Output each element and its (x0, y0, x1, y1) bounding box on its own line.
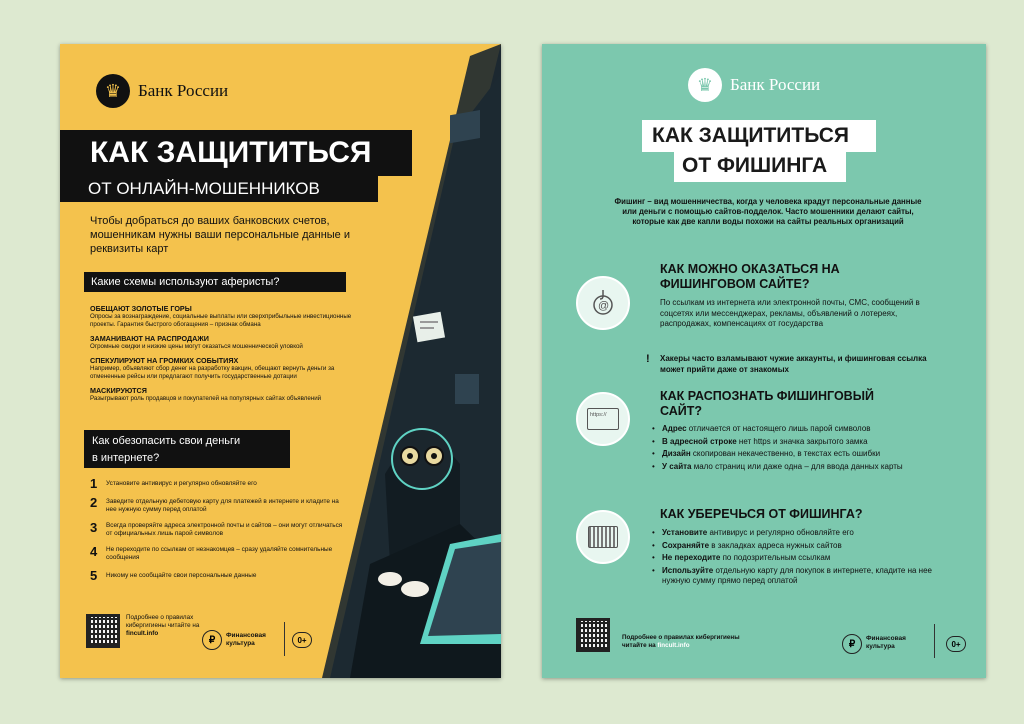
list-item-bold: Адрес (662, 424, 687, 433)
list-item (652, 553, 944, 564)
intro-text: Фишинг – вид мошенничества, когда у человека крадут персональные данные или деньги с помощью сайтов-подделок. Часто мошенники делают сайты, которые как две капли воды похожи на сайты реальных организаций (614, 197, 922, 226)
list-item (652, 437, 942, 448)
title-main: КАК ЗАЩИТИТЬСЯ (60, 130, 412, 176)
list-item-text: нет https и значка закрытого замка (736, 436, 868, 446)
list-item-bold: У сайта (662, 461, 692, 471)
scheme-title: ОБЕЩАЮТ ЗОЛОТЫЕ ГОРЫ (90, 304, 192, 313)
bank-name: Банк России (138, 81, 229, 100)
scheme-title: ЗАМАНИВАЮТ НА РАСПРОДАЖИ (90, 334, 209, 343)
list-item-bold: Установите (662, 528, 708, 537)
step-number: 5 (90, 568, 98, 583)
ruble-icon: ₽ (202, 630, 222, 650)
screen-shape (588, 526, 618, 548)
https-label: https:// (587, 408, 619, 430)
step-number: 2 (90, 495, 98, 510)
title-sub: ОТ ОНЛАЙН-МОШЕННИКОВ (60, 176, 378, 202)
list-item-text: отдельную карту для покупок в интернете, кладите на нее нужную сумму прямо перед оплатой (662, 565, 932, 585)
eagle-icon: ♛ (688, 68, 722, 102)
qr-code[interactable] (86, 614, 120, 648)
footer-link[interactable]: fincult.info (657, 642, 690, 649)
age-rating: 0+ (946, 636, 966, 652)
scheme-item (90, 304, 370, 329)
bank-logo (96, 74, 228, 108)
eagle-icon: ♛ (96, 74, 130, 108)
poster-online-fraud (60, 44, 501, 678)
footer-text: Подробнее о правилах кибергигиены читайте на (622, 634, 740, 649)
qr-scan-icon (576, 510, 630, 564)
browser-https-icon (576, 392, 630, 446)
step-number: 1 (90, 476, 98, 491)
section3-title: КАК УБЕРЕЧЬСЯ ОТ ФИШИНГА? (660, 507, 863, 521)
scheme-title: МАСКИРУЮТСЯ (90, 386, 147, 395)
ruble-icon: ₽ (842, 634, 862, 654)
svg-text:@: @ (598, 300, 610, 312)
section1-title: КАК МОЖНО ОКАЗАТЬСЯ НА ФИШИНГОВОМ САЙТЕ? (660, 262, 840, 291)
qr-code[interactable] (576, 618, 610, 652)
list-item (652, 528, 944, 539)
step-number: 4 (90, 544, 98, 559)
list-item (652, 462, 942, 473)
fin-culture-label: Финансовая культура (866, 635, 906, 650)
step-text: Заведите отдельную дебетовую карту для платежей в интернете и кладите на нее нужную сумму перед оплатой (106, 498, 339, 513)
list-item-bold: Сохраняйте (662, 540, 710, 550)
protect-header (84, 430, 290, 468)
step-text: Никому не сообщайте свои персональные данные (106, 572, 257, 579)
scheme-title: СПЕКУЛИРУЮТ НА ГРОМКИХ СОБЫТИЯХ (90, 356, 239, 365)
list-item-text: антивирус и регулярно обновляйте его (707, 528, 854, 537)
list-item (652, 566, 944, 587)
list-item-bold: Не переходите (662, 553, 721, 562)
scheme-item (90, 334, 370, 351)
protect-header-line2: в интернете? (92, 452, 160, 464)
footer-text: Подробнее о правилах кибергигиены читайте на (126, 614, 200, 629)
scheme-text: Например, объявляют сбор денег на разработку вакцин, обещают вернуть деньги за отмененные рейсы или предлагают получить государственные дотации (90, 365, 335, 380)
title-sub: ОТ ФИШИНГА (674, 150, 846, 182)
step-text: Всегда проверяйте адреса электронной почты и сайтов – они могут отличаться от официальных лишь парой символов (106, 522, 343, 537)
list-item-text: скопирован некачественно, в текстах есть ошибки (690, 449, 881, 458)
section3-list (652, 528, 944, 589)
section1-text: По ссылкам из интернета или электронной почты, СМС, сообщений в соцсетях или мессенджерах, рекламы, объявлений о лотереях, распродажах, компенсациях от государства (660, 298, 920, 328)
list-item-text: отличается от настоящего лишь парой символов (686, 424, 871, 433)
scheme-text: Разыгрывают роль продавцов и покупателей на популярных сайтах объявлений (90, 395, 322, 402)
list-item (652, 541, 944, 552)
poster-phishing (542, 44, 986, 678)
step-text: Не переходите по ссылкам от незнакомцев – сразу удаляйте сомнительные сообщения (106, 546, 333, 561)
age-rating: 0+ (292, 632, 312, 648)
bank-name: Банк России (730, 75, 821, 94)
email-hook-icon (576, 276, 630, 330)
list-item (652, 424, 942, 435)
list-item-bold: Дизайн (662, 449, 691, 458)
divider (934, 624, 935, 658)
warning-icon: ! (646, 353, 650, 365)
list-item-bold: В адресной строке (662, 436, 737, 446)
list-item-text: по подозрительным ссылкам (720, 553, 831, 562)
protect-header-line1: Как обезопасить свои деньги (92, 435, 241, 447)
schemes-header: Какие схемы используют аферисты? (84, 272, 346, 292)
list-item-bold: Используйте (662, 565, 714, 575)
step-number: 3 (90, 520, 98, 535)
section2-list (652, 424, 942, 474)
scheme-text: Опросы за вознаграждение, социальные выплаты или сверхприбыльные инвестиционные проекты. Гарантия быстрого обогащения – признак обмана (90, 313, 352, 328)
footer-note (622, 634, 752, 650)
section2-title: КАК РАСПОЗНАТЬ ФИШИНГОВЫЙ САЙТ? (660, 389, 874, 418)
intro-text: Чтобы добраться до ваших банковских счетов, мошенникам нужны ваши персональные данные и реквизиты карт (90, 215, 351, 255)
bank-logo (688, 68, 820, 102)
list-item-text: мало страниц или даже одна – для ввода данных карты (691, 461, 903, 471)
warning-text: Хакеры часто взламывают чужие аккаунты, и фишинговая ссылка может прийти даже от знакомых (660, 354, 927, 374)
step-text: Установите антивирус и регулярно обновляйте его (106, 480, 257, 487)
scheme-item (90, 356, 370, 381)
title-main: КАК ЗАЩИТИТЬСЯ (642, 120, 876, 152)
fin-culture-label: Финансовая культура (226, 632, 266, 647)
list-item-text: в закладках адреса нужных сайтов (709, 540, 842, 550)
footer-note (126, 614, 206, 638)
scheme-text: Огромные скидки и низкие цены могут оказаться мошеннической уловкой (90, 343, 303, 350)
footer-link[interactable]: fincult.info (126, 630, 159, 637)
divider (284, 622, 285, 656)
scheme-item (90, 386, 370, 403)
list-item (652, 449, 942, 460)
schemes-list (90, 304, 370, 403)
